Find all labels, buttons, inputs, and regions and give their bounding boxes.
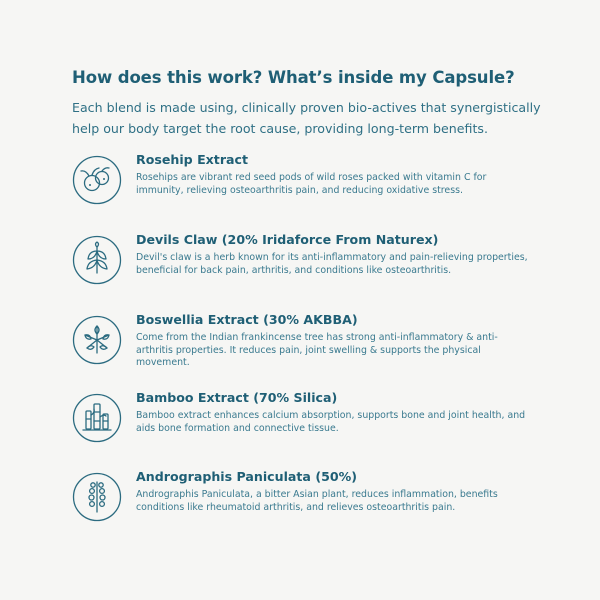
- ingredient-title: Rosehip Extract: [136, 152, 249, 167]
- page-subtitle: Each blend is made using, clinically proven bio-actives that synergistically help our body target the root cause, providing long-term benefits.: [72, 100, 541, 136]
- ingredient-title: Boswellia Extract (30% AKBBA): [136, 312, 358, 327]
- bamboo-icon: [72, 393, 122, 443]
- ingredient-andrographis: [72, 469, 542, 542]
- ingredient-description: Rosehips are vibrant red seed pods of wild roses packed with vitamin C for immunity, relieving osteoarthritis pain, and reducing oxidative stress.: [136, 172, 487, 196]
- ingredient-rosehip: [72, 152, 542, 225]
- ingredient-title: Bamboo Extract (70% Silica): [136, 390, 338, 405]
- ingredient-bamboo: [72, 390, 542, 463]
- page-title: How does this work? What’s inside my Capsule?: [72, 68, 515, 87]
- rosehip-icon: [72, 155, 122, 205]
- ingredient-description: Come from the Indian frankincense tree has strong anti-inflammatory & anti-arthritis properties. It reduces pain, joint swelling & supports the physical movement.: [136, 332, 498, 369]
- ingredient-devils-claw: [72, 232, 542, 305]
- andrographis-icon: [72, 472, 122, 522]
- ingredient-title: Devils Claw (20% Iridaforce From Naturex): [136, 232, 439, 247]
- ingredient-description: Bamboo extract enhances calcium absorption, supports bone and joint health, and aids bone formation and connective tissue.: [136, 410, 526, 434]
- ingredient-description: Devil's claw is a herb known for its anti-inflammatory and pain-relieving properties, beneficial for back pain, arthritis, and conditions like osteoarthritis.: [136, 252, 528, 276]
- ingredient-description: Andrographis Paniculata, a bitter Asian plant, reduces inflammation, benefits conditions like rheumatoid arthritis, and relieves osteoarthritis pain.: [136, 489, 498, 513]
- ingredient-boswellia: [72, 312, 542, 385]
- ingredient-title: Andrographis Paniculata (50%): [136, 469, 357, 484]
- devils-claw-leaf-icon: [72, 235, 122, 285]
- boswellia-leaf-icon: [72, 315, 122, 365]
